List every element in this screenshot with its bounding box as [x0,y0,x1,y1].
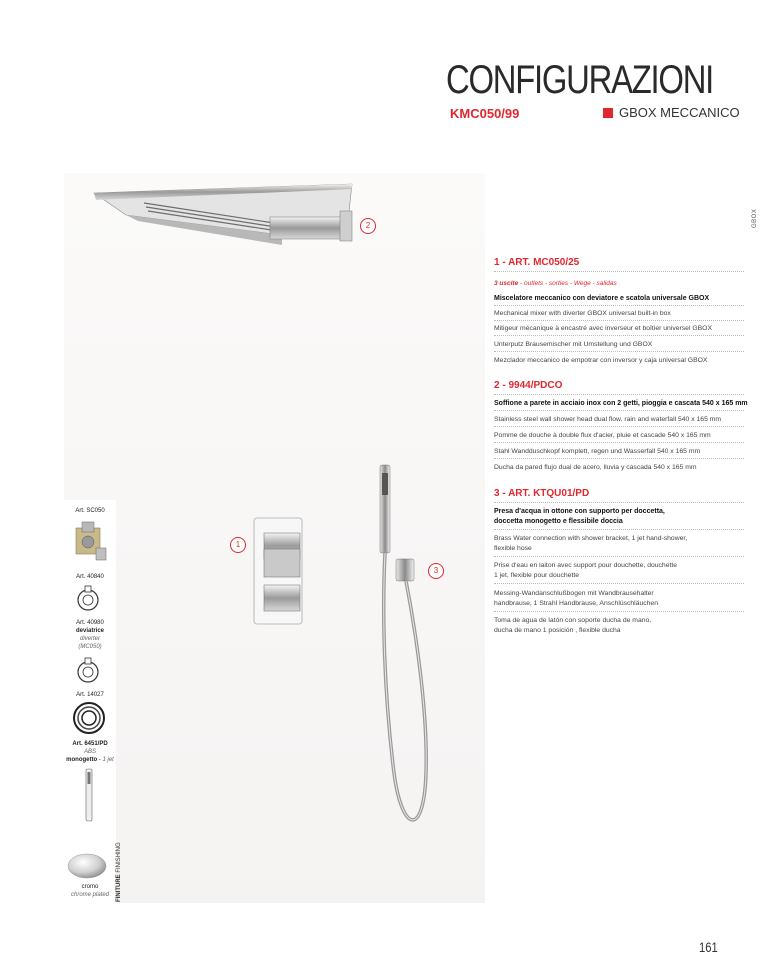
series-name: GBOX MECCANICO [619,105,740,120]
series-label [603,105,740,120]
article-1-line: Mezclador meccanico de empotrar con inversor y caja universal GBOX [494,357,708,364]
callout-3: 3 [428,563,444,579]
article-1-bold: Miscelatore meccanico con deviatore e scatola universale GBOX [494,295,710,302]
divider [494,410,744,411]
side-tag: GBOX [752,208,758,228]
finish-en: chrome plated [70,892,110,898]
article-2-line: Pomme de douche à double flux d'acier, pluie et cascade 540 x 165 mm [494,432,711,439]
article-2-heading: 2 - 9944/PDCO [494,380,563,391]
hand-shower-6451-icon [84,768,94,822]
divider [494,458,744,459]
article-3-bold: doccetta monogetto e flessibile doccia [494,518,623,525]
article-2-line: Ducha da pared flujo dual de acero, lluvia y cascada 540 x 165 mm [494,464,697,471]
article-1-line: Mitigeur mécanique à encastré avec inverseur et boîtier universel GBOX [494,325,712,332]
part-label [64,619,116,651]
article-3-line: 1 jet, flexible pour douchette [494,572,580,579]
part-label: Art. SC050 [75,508,105,514]
part-sub-en: 1 jet [102,757,114,763]
flexible-hose-14027-icon [72,701,106,735]
divider [494,305,744,306]
outlets-count: 3 uscite [494,280,519,287]
finiture-bold: FINITURE [116,874,122,902]
product-illustration [64,173,485,903]
article-2-bold: Soffione a parete in acciaio inox con 2 getti, pioggia e cascata 540 x 165 mm [494,400,748,407]
article-2-line: Stahl Wandduschkopf komplett, regen und Wasserfall 540 x 165 mm [494,448,701,455]
chrome-finish-swatch [66,851,108,881]
mixer-drawing [254,518,302,624]
article-1-line: Unterputz Brausemischer mit Umstellung und GBOX [494,341,653,348]
article-3-line: Toma de agua de latón con soporte ducha de mano, [494,617,652,624]
article-3-heading: 3 - ART. KTQU01/PD [494,488,590,499]
part-name: Art. 40980 [76,620,104,626]
divider [494,556,744,557]
finish-name: cromo [81,884,99,890]
part-note: diverter [79,636,100,642]
article-1-line: Mechanical mixer with diverter GBOX universal built-in box [494,310,671,317]
diverter-40980-icon [76,656,100,686]
divider [494,394,744,395]
article-1-heading: 1 - ART. MC050/25 [494,257,580,268]
page-title: CONFIGURAZIONI [446,58,714,102]
part-label: Art. 40840 [76,574,104,580]
part-note: ABS [83,749,96,755]
article-3-line: handbrause, 1 Strahl Handbrause, Anschlüschläuchen [494,600,658,607]
outlets-translations: - outlets - sorties - Wege - salidas [518,280,617,287]
divider [494,442,744,443]
part-name: Art. 6451/PD [72,741,108,747]
divider [494,320,744,321]
article-3-line: flexible hose [494,545,532,552]
hand-shower-drawing [380,465,426,820]
part-note: (MC050) [78,644,102,650]
article-3-bold: Presa d'acqua in ottone con supporto per doccetta, [494,508,665,515]
divider [494,502,744,503]
part-label: Art. 14027 [76,692,104,698]
divider [494,351,744,352]
product-code: KMC050/99 [450,106,520,121]
cartridge-40840-icon [76,584,100,614]
article-3-line: Prise d'eau en laiton avec support pour douchette, douchette [494,562,678,569]
part-sub: monogetto [66,757,98,763]
callout-1: 1 [230,537,246,553]
article-3-line: ducha de mano 1 posición , flexible ducha [494,627,621,634]
divider [494,426,744,427]
part-label: Art. 6451/PD ABS monogetto - 1 jet [66,741,114,763]
divider [494,529,744,530]
finiture-light: FINISHING [116,842,122,873]
divider [494,583,744,584]
divider [494,335,744,336]
article-1-outlets [494,280,617,287]
page-number: 161 [699,939,718,955]
divider [494,611,744,612]
red-square-icon [603,108,613,118]
article-2-line: Stainless steel wall shower head dual flow, rain and waterfall 540 x 165 mm [494,416,722,423]
divider [494,271,744,272]
finish-label [64,883,116,899]
sc050-box-image [72,520,108,566]
article-3-line: Messing-Wandanschlußbogen mit Wandbrausehalter [494,590,654,597]
callout-2: 2 [360,218,376,234]
shower-head-drawing [94,184,352,245]
finiture-label [116,842,122,902]
article-3-line: Brass Water connection with shower bracket, 1 jet hand-shower, [494,535,688,542]
part-sub: deviatrice [75,628,105,634]
